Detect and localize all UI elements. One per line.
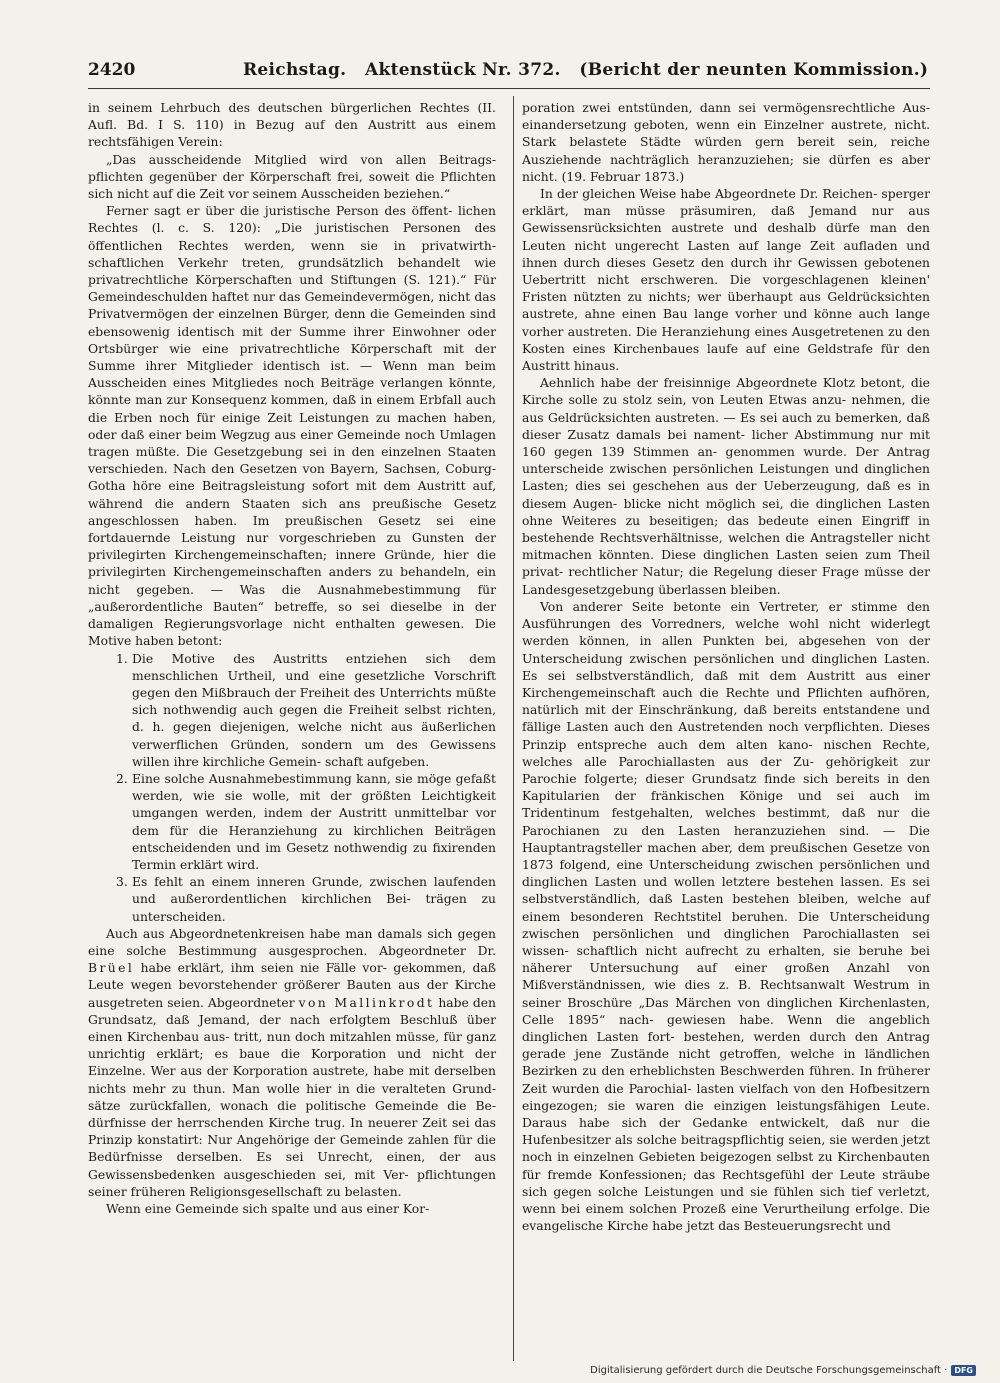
header-rule — [88, 88, 930, 89]
right-column — [522, 100, 930, 1235]
digitization-footer — [590, 1365, 976, 1376]
speaker-name-mallinckrodt: von Mallinkrodt — [298, 995, 435, 1010]
paragraph: In der gleichen Weise habe Abgeordnete Dr. Reichen- sperger erklärt, man müsse präsumiren, daß Jemand nur aus Gewissensrücksichten austrete und deshalb dürfe man den Leuten nicht ungerecht Lasten auf lange Zeit aufladen und ihnen durch dieses Gesetz den durch ihr Gewissen gebotenen Uebertritt nicht erschweren. Die vorgeschlagenen kleinen' Fristen nützten zu nichts; wer überhaupt aus Geldrücksichten austrete, ahne einen Bau lange vorher und könne auch lange vorher austreten. Die Heranziehung eines Ausgetretenen zu den Kosten eines Kirchenbaues laufe auf eine Geldstrafe für den Austritt hinaus. — [522, 187, 930, 374]
page-header — [88, 60, 928, 86]
paragraph: Von anderer Seite betonte ein Vertreter, er stimme den Ausführungen des Vorredners, welche wohl nicht widerlegt werden können, in allen Punkten bei, abgesehen von der Unterscheidung zwischen persönlichen und dinglichen Lasten. Es sei selbstverständlich, daß mit dem Austritt aus einer Kirchengemeinschaft auch die Rechte und Pflichten aufhören, natürlich mit der Einschränkung, daß bereits entstandene und fällige Lasten auch den Austretenden noch verpflichten. Dieses Prinzip entspreche auch dem alten kano- nischen Rechte, welches alle Parochiallasten aus der Zu- gehörigkeit zur Parochie folgerte; dieser Grundsatz finde sich bereits in den Kapitularien der fränkischen Könige und sei auch im Tridentinum festgehalten, welches bestimmt, daß nur die Parochianen zu den Lasten heranzuziehen sind. — Die Hauptantragsteller machen aber, dem preußischen Gesetze von 1873 folgend, eine Unterscheidung zwischen persönlichen und dinglichen Lasten und wollen letztere bestehen lassen. Es sei selbstverständlich, daß Lasten bestehen bleiben, welche auf einem besonderen Rechtstitel beruhen. Die Unterscheidung zwischen persönlichen und dinglichen Parochiallasten sei wissen- schaftlich nicht aufrecht zu erhalten, sie beruhe bei näherer Untersuchung auf einer großen Anzahl von Mißverständnissen, wie dies z. B. Rechtsanwalt Westrum in seiner Broschüre „Das Märchen von dinglichen Kirchenlasten, Celle 1895“ nach- gewiesen habe. Wenn die angeblich dinglichen Lasten fort- bestehen, werden durch den Antrag gerade jene Zustände nicht getroffen, welche in ländlichen Bezirken zu den erheblichsten Beschwerden führen. In früherer Zeit wurden die Parochial- lasten vielfach von den Hofbesitzern eingezogen; sie waren die einzigen leistungsfähigen Leute. Daraus habe sich der Gedanke entwickelt, daß nur die Hufenbesitzer als solche beitragspflichtig seien, sie werden jetzt noch in einzelnen Gebieten beigezogen selbst zu Kirchenbauten für fremde Konfessionen; das Rechtsgefühl der Leute sträube sich gegen solche Leistungen und sie fühlen sich tief verletzt, wenn bei einem solchen Prozeß eine Verurtheilung erfolge. Die evangelische Kirche habe jetzt das Besteuerungsrecht und — [522, 599, 930, 1234]
list-item — [88, 874, 496, 926]
page-number: 2420 — [88, 60, 136, 80]
running-title: Reichstag. Aktenstück Nr. 372. (Bericht der neunten Kommission.) — [243, 60, 929, 80]
list-number: 3. — [116, 875, 128, 890]
dfg-logo: DFG — [951, 1365, 976, 1376]
list-item — [88, 771, 496, 874]
speaker-name-bruel: Brüel — [88, 961, 135, 976]
list-number: 2. — [116, 771, 128, 786]
paragraph: Aehnlich habe der freisinnige Abgeordnete Klotz betont, die Kirche solle zu stolz sein, von Leuten Etwas anzu- nehmen, die aus Geldrücksichten austreten. — Es sei auch zu bemerken, daß dieser Zusatz damals bei nament- licher Abstimmung nur mit 160 gegen 139 Stimmen an- genommen wurde. Der Antrag unterscheide zwischen persönlichen Leistungen und dinglichen Lasten; dies sei geschehen aus der Ueberzeugung, daß es in diesem Augen- blicke nicht möglich sei, die dinglichen Lasten ohne Weiteres zu beseitigen; das bedeute einen Eingriff in bestehende Rechtsverhältnisse, welchen die Antragsteller nicht mitmachen könnten. Diese dinglichen Lasten seien zum Theil privat- rechtlicher Natur; die Regelung dieser Frage müsse der Landesgesetzgebung überlassen bleiben. — [522, 376, 930, 597]
paragraph-text: habe erklärt, ihm seien nie Fälle vor- gekommen, daß Leute wegen bevorstehender größerer Bauten aus der Kirche ausgetreten seien. Abgeordneter — [88, 961, 496, 1010]
paragraph — [88, 926, 496, 1201]
paragraph: Wenn eine Gemeinde sich spalte und aus einer Kor- — [106, 1202, 430, 1216]
paragraph-text: Auch aus Abgeordnetenkreisen habe man damals sich gegen eine solche Bestimmung ausgesprochen. Abgeordneter Dr. — [88, 926, 496, 958]
list-item-text: Es fehlt an einem inneren Grunde, zwischen laufenden und außerordentlichen kirchlichen Bei- trägen zu unterscheiden. — [132, 875, 496, 924]
paragraph: in seinem Lehrbuch des deutschen bürgerlichen Rechtes (II. Aufl. Bd. I S. 110) in Bezug auf den Austritt aus einem rechtsfähigen Verein: — [88, 101, 496, 150]
quotation: „Das ausscheidende Mitglied wird von allen Beitrags- pflichten gegenüber der Körperschaft frei, soweit die Pflichten sich nicht auf die Zeit vor seinem Ausscheiden beziehen.“ — [88, 152, 496, 202]
paragraph: poration zwei entstünden, dann sei vermögensrechtliche Aus- einandersetzung geboten, wenn ein Einzelner austrete, nicht. Stark belastete Städte würden gern bereit sein, reiche Ausziehende nachträglich heranzuziehen; sie dürfen es aber nicht. (19. Februar 1873.) — [522, 101, 930, 184]
left-column — [88, 100, 496, 1218]
paragraph-text: habe den Grundsatz, daß Jemand, der nach erfolgtem Beschluß über einen Kirchenbau aus- tritt, nun doch mitzahlen müsse, für ganz unrichtig erklärt; es baue die Korporation und nicht der Einzelne. Wer aus der Korporation austrete, habe mit derselben nichts mehr zu thun. Man wolle hier in die veralteten Grund- sätze zurückfallen, wonach die politische Gemeinde die Be- dürfnisse der herrschenden Kirche trug. In neuerer Zeit sei das Prinzip konstatirt: Nur Angehörige der Gemeinde zahlen für die Bedürfnisse derselben. Es sei Unrecht, einen, der aus Gewissensbedenken ausgeschieden sei, mit Ver- pflichtungen seiner früheren Religionsgesellschaft zu belasten. — [88, 995, 496, 1199]
list-item-text: Die Motive des Austritts entziehen sich dem menschlichen Urtheil, und eine gesetzliche Vorschrift gegen den Mißbrauch der Freiheit des Unterrichts müßte sich nothwendig auch gegen die Freiheit selbst richten, d. h. gegen diejenigen, welche nicht aus äußerlichen verwerflichen Gründen, sondern um des Gewissens willen ihre kirchliche Gemein- schaft aufgeben. — [132, 651, 496, 769]
funding-credit: Digitalisierung gefördert durch die Deutsche Forschungsgemeinschaft · — [590, 1365, 948, 1376]
column-divider — [513, 96, 514, 1361]
paragraph: Ferner sagt er über die juristische Person des öffent- lichen Rechtes (l. c. S. 120): „Die juristischen Personen des öffentlichen Rechtes werden, wenn sie in privatwirth- schaftlichen Verkehr treten, grundsätzlich behandelt wie privatrechtliche Körperschaften und Stiftungen (S. 121).“ Für Gemeindeschulden haftet nur das Gemeindevermögen, nicht das Privatvermögen der einzelnen Bürger, denn die Gemeinden sind ebensowenig identisch mit der Summe ihrer Einwohner oder Ortsbürger wie eine privatrechtliche Körperschaft mit der Summe ihrer Mitglieder identisch ist. — Wenn man beim Ausscheiden eines Mitgliedes noch Beiträge verlangen könnte, könnte man zur Konsequenz kommen, daß in einem Erbfall auch die Erben noch für einige Zeit Leistungen zu machen haben, oder daß einer beim Wegzug aus einer Gemeinde noch Umlagen tragen müßte. Die Gesetzgebung sei in den einzelnen Staaten verschieden. Nach den Gesetzen von Bayern, Sachsen, Coburg-Gotha höre eine Beitragsleistung sofort mit dem Austritt auf, während die andern Staaten sich ans preußische Gesetz angeschlossen haben. Im preußischen Gesetz sei eine fortdauernde Leistung nur vorgeschrieben zu Gunsten der privilegirten Kirchengemeinschaften; innere Gründe, hier die privilegirten Kirchengemeinschaften anders zu behandeln, ein nicht gegeben. — Was die Ausnahmebestimmung für „außerordentliche Bauten“ betreffe, so sei dieselbe in der damaligen Regierungsvorlage nicht enthalten gewesen. Die Motive haben betont: — [88, 204, 496, 649]
motives-list — [88, 651, 496, 926]
list-item-text: Eine solche Ausnahmebestimmung kann, sie möge gefaßt werden, wie sie wolle, mit der größten Leichtigkeit umgangen werden, indem der Austritt unmittelbar vor dem für die Heranziehung zu kirchlichen Beiträgen entscheidenden und im Gesetz nothwendig zu fixirenden Termin erklärt wird. — [132, 771, 496, 872]
list-item — [88, 651, 496, 771]
list-number: 1. — [116, 651, 128, 666]
